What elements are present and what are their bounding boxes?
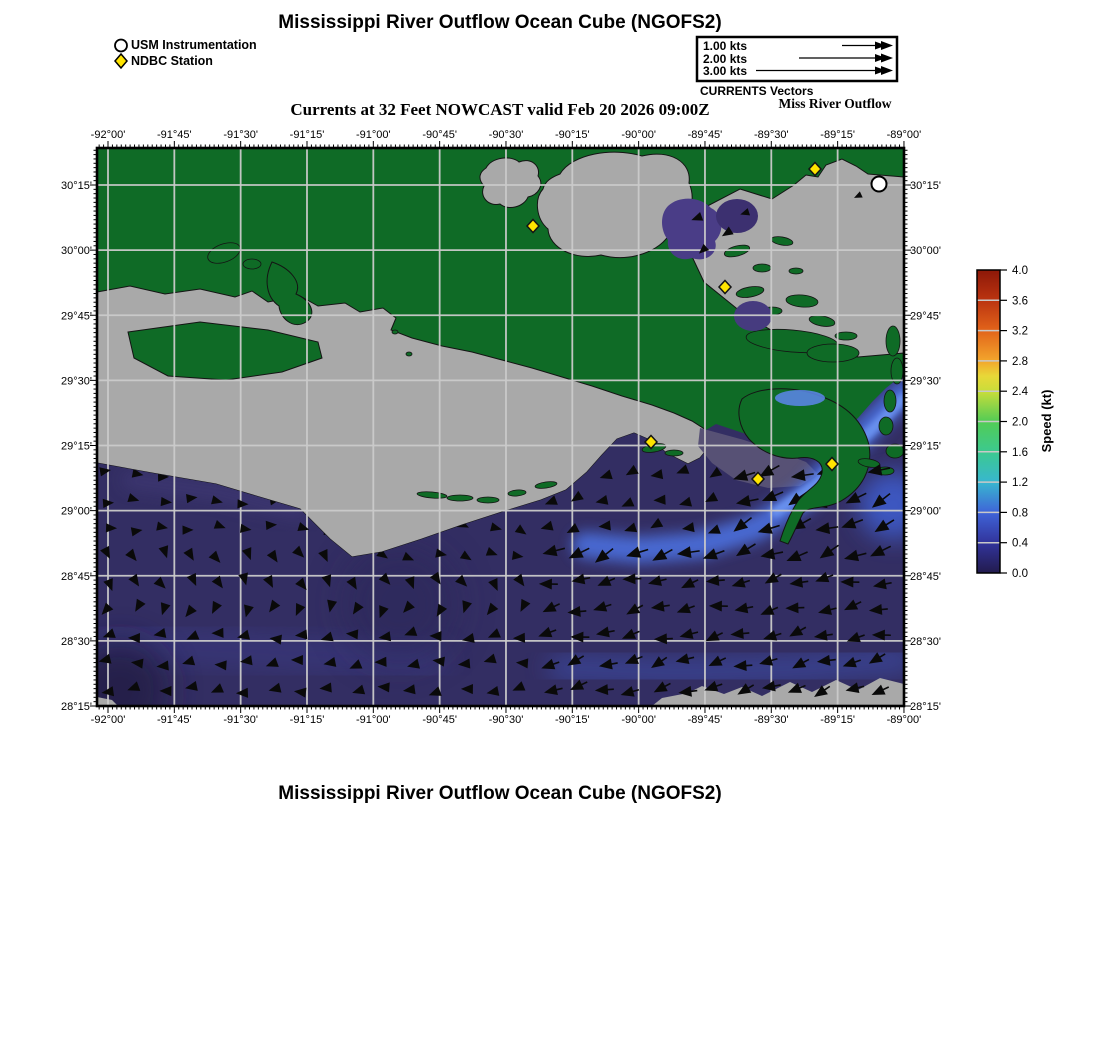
lon-tick-label: -90°00' bbox=[621, 714, 656, 726]
lon-tick-label: -89°15' bbox=[820, 129, 855, 141]
lon-tick-label: -90°15' bbox=[554, 129, 590, 141]
lon-tick-label: -91°45' bbox=[157, 129, 192, 141]
vector-scale-caption: CURRENTS Vectors bbox=[700, 84, 814, 98]
colorbar-title: Speed (kt) bbox=[1039, 389, 1054, 453]
lat-tick-label: 28°15' bbox=[910, 701, 941, 713]
lat-tick-label: 28°30' bbox=[61, 635, 92, 648]
legend-label-ndbc: NDBC Station bbox=[131, 54, 213, 68]
map-islet-green bbox=[447, 495, 473, 501]
lake-current-patch bbox=[775, 390, 825, 406]
colorbar-tick-label: 0.4 bbox=[1012, 537, 1028, 550]
lon-tick-label: -89°00' bbox=[886, 714, 922, 726]
region-label: Miss River Outflow bbox=[778, 96, 892, 111]
lat-tick-label: 29°00' bbox=[910, 505, 941, 518]
colorbar-tick-label: 2.4 bbox=[1012, 386, 1028, 399]
lon-tick-label: -89°00' bbox=[886, 129, 922, 141]
map-islet-green bbox=[243, 259, 261, 269]
footer-title: Mississippi River Outflow Ocean Cube (NGOFS2) bbox=[278, 783, 722, 804]
lon-tick-label: -89°30' bbox=[753, 129, 789, 141]
lon-tick-label: -90°15' bbox=[554, 714, 590, 726]
lon-tick-label: -90°30' bbox=[488, 129, 524, 141]
map-islet-green bbox=[406, 352, 412, 356]
scale-row-1-label: 1.00 kts bbox=[703, 39, 748, 53]
map-islet-green bbox=[392, 330, 398, 334]
map-islet-green bbox=[665, 450, 683, 456]
lon-tick-label: -90°30' bbox=[488, 714, 524, 726]
lat-tick-label: 28°15' bbox=[61, 701, 92, 713]
lon-tick-label: -91°15' bbox=[289, 714, 325, 726]
lat-tick-label: 30°00' bbox=[910, 245, 941, 258]
lon-tick-label: -91°45' bbox=[157, 714, 192, 726]
colorbar-tick-label: 3.2 bbox=[1012, 325, 1028, 338]
map-islet-green bbox=[789, 268, 803, 274]
usm-instrumentation-marker bbox=[872, 177, 887, 192]
colorbar-tick-label: 4.0 bbox=[1012, 265, 1028, 277]
lon-tick-label: -89°45' bbox=[687, 129, 723, 141]
colorbar-tick-label: 0.0 bbox=[1012, 568, 1028, 580]
ndbc-diamond-icon bbox=[115, 54, 127, 68]
colorbar-tick-label: 0.8 bbox=[1012, 507, 1028, 520]
lat-tick-label: 29°15' bbox=[61, 440, 92, 453]
lon-tick-label: -91°00' bbox=[355, 714, 391, 726]
colorbar-tick-label: 3.6 bbox=[1012, 295, 1028, 308]
map-islet-green bbox=[886, 326, 900, 356]
lat-tick-label: 30°15' bbox=[61, 180, 92, 192]
map-islet-green bbox=[477, 497, 499, 503]
lat-tick-label: 28°45' bbox=[61, 570, 92, 583]
scale-row-2-label: 2.00 kts bbox=[703, 51, 748, 66]
lon-tick-label: -89°45' bbox=[687, 714, 723, 726]
lon-tick-label: -91°15' bbox=[289, 129, 325, 141]
map-islet-green bbox=[884, 390, 896, 412]
lon-tick-label: -91°00' bbox=[355, 129, 391, 141]
lat-tick-label: 30°15' bbox=[910, 180, 941, 192]
lake-current-patch bbox=[716, 199, 758, 233]
lat-tick-label: 29°45' bbox=[910, 310, 941, 323]
colorbar-tick-label: 1.6 bbox=[1012, 446, 1028, 459]
lat-tick-label: 30°00' bbox=[61, 245, 92, 258]
map-layers bbox=[70, 141, 927, 740]
lat-tick-label: 29°15' bbox=[910, 440, 941, 453]
lon-tick-label: -92°00' bbox=[90, 129, 126, 141]
lat-tick-label: 29°45' bbox=[61, 310, 92, 323]
map-islet-green bbox=[879, 417, 893, 435]
lon-tick-label: -90°00' bbox=[621, 129, 656, 141]
lon-tick-label: -90°45' bbox=[422, 129, 457, 141]
lon-tick-label: -89°15' bbox=[820, 714, 855, 726]
colorbar-tick-label: 1.2 bbox=[1012, 477, 1028, 490]
usm-circle-icon bbox=[115, 40, 127, 52]
lat-tick-label: 28°30' bbox=[910, 635, 941, 648]
colorbar-tick-label: 2.8 bbox=[1012, 355, 1028, 368]
lat-tick-label: 29°30' bbox=[910, 375, 941, 388]
lon-tick-label: -91°30' bbox=[223, 129, 258, 141]
map-islet-green bbox=[807, 344, 859, 362]
lon-tick-label: -90°45' bbox=[422, 714, 457, 726]
scale-row-3-label: 3.00 kts bbox=[703, 64, 748, 78]
lat-tick-label: 29°00' bbox=[61, 505, 92, 518]
lat-tick-label: 28°45' bbox=[910, 570, 941, 583]
map-islet-green bbox=[753, 264, 771, 272]
legend-label-usm: USM Instrumentation bbox=[131, 38, 257, 52]
page-title: Mississippi River Outflow Ocean Cube (NGOFS2) bbox=[278, 12, 722, 33]
lon-tick-label: -91°30' bbox=[223, 714, 258, 726]
lat-tick-label: 29°30' bbox=[61, 375, 92, 388]
plot-subtitle: Currents at 32 Feet NOWCAST valid Feb 20 2026 09:00Z bbox=[290, 100, 710, 119]
colorbar-tick-label: 2.0 bbox=[1012, 416, 1028, 429]
lon-tick-label: -92°00' bbox=[90, 714, 126, 726]
lon-tick-label: -89°30' bbox=[753, 714, 789, 726]
